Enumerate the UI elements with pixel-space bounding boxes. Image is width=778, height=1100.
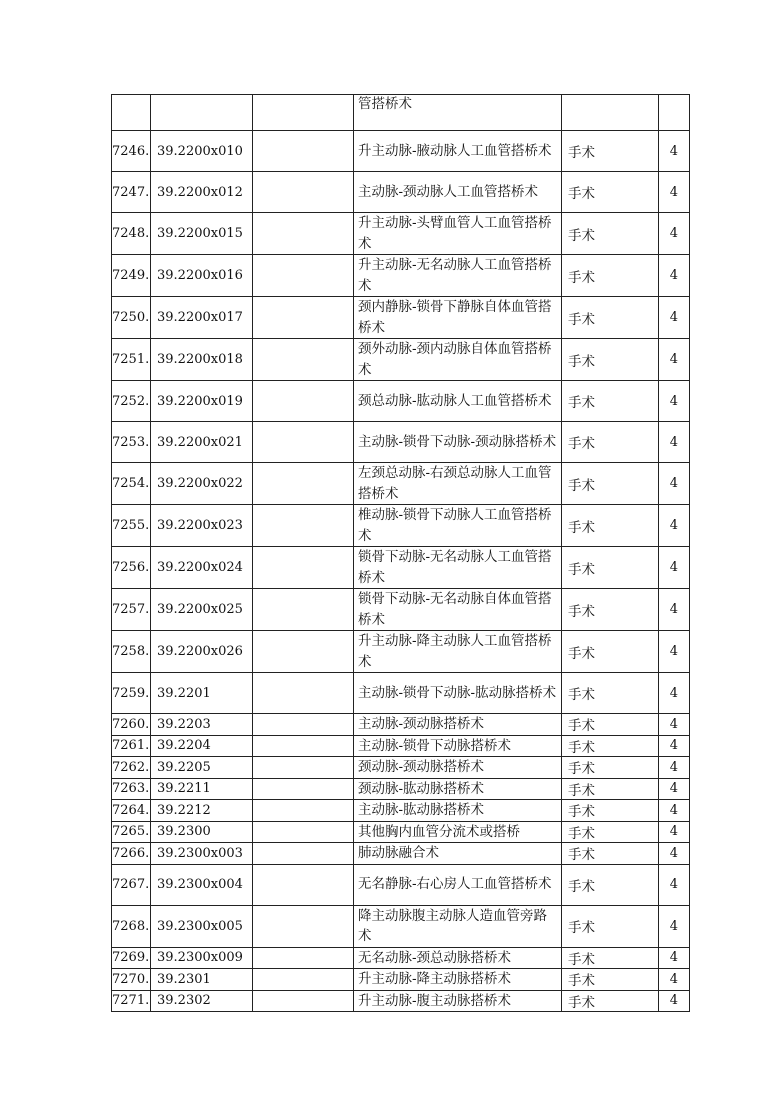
table-row [112, 213, 690, 255]
cell-code: 39.2200x010 [151, 131, 253, 172]
cell-type: 手术 [562, 131, 659, 172]
cell-code: 39.2203 [151, 714, 253, 736]
cell-extra [253, 255, 354, 297]
cell-name: 主动脉-锁骨下动脉-肱动脉搭桥术 [354, 673, 562, 714]
table-row [112, 905, 690, 947]
cell-type: 手术 [562, 757, 659, 779]
cell-code: 39.2200x018 [151, 339, 253, 381]
cell-extra [253, 714, 354, 736]
cell-code: 39.2200x025 [151, 589, 253, 631]
cell-extra [253, 547, 354, 589]
cell-index: 7249. [112, 255, 151, 297]
cell-type: 手术 [562, 631, 659, 673]
cell-grade: 4 [659, 172, 690, 213]
cell-grade: 4 [659, 505, 690, 547]
cell-index: 7257. [112, 589, 151, 631]
table-row [112, 339, 690, 381]
cell-name: 升主动脉-腋动脉人工血管搭桥术 [354, 131, 562, 172]
procedure-code-table [111, 94, 690, 1012]
cell-index: 7267. [112, 864, 151, 905]
cell-extra [253, 131, 354, 172]
cell-code: 39.2200x017 [151, 297, 253, 339]
cell-index [112, 95, 151, 131]
cell-extra [253, 947, 354, 969]
cell-grade: 4 [659, 422, 690, 463]
cell-index: 7265. [112, 821, 151, 843]
cell-index: 7252. [112, 381, 151, 422]
cell-grade: 4 [659, 589, 690, 631]
cell-code: 39.2200x021 [151, 422, 253, 463]
cell-extra [253, 297, 354, 339]
cell-extra [253, 213, 354, 255]
cell-grade: 4 [659, 213, 690, 255]
cell-name: 主动脉-颈动脉人工血管搭桥术 [354, 172, 562, 213]
cell-type: 手术 [562, 297, 659, 339]
cell-name: 降主动脉腹主动脉人造血管旁路术 [354, 905, 562, 947]
table-row [112, 757, 690, 779]
cell-code: 39.2200x016 [151, 255, 253, 297]
cell-index: 7247. [112, 172, 151, 213]
cell-grade: 4 [659, 990, 690, 1012]
cell-grade: 4 [659, 757, 690, 779]
cell-type: 手术 [562, 673, 659, 714]
cell-type: 手术 [562, 422, 659, 463]
cell-grade: 4 [659, 969, 690, 991]
cell-extra [253, 95, 354, 131]
cell-code: 39.2300x004 [151, 864, 253, 905]
cell-type: 手术 [562, 463, 659, 505]
cell-type: 手术 [562, 589, 659, 631]
cell-type: 手术 [562, 505, 659, 547]
cell-name: 颈外动脉-颈内动脉自体血管搭桥术 [354, 339, 562, 381]
cell-index: 7250. [112, 297, 151, 339]
cell-extra [253, 381, 354, 422]
cell-code: 39.2200x023 [151, 505, 253, 547]
cell-code [151, 95, 253, 131]
cell-name: 升主动脉-无名动脉人工血管搭桥术 [354, 255, 562, 297]
cell-extra [253, 843, 354, 865]
cell-type [562, 95, 659, 131]
cell-code: 39.2301 [151, 969, 253, 991]
continuation-row [112, 95, 690, 131]
cell-type: 手术 [562, 714, 659, 736]
cell-name: 升主动脉-降主动脉人工血管搭桥术 [354, 631, 562, 673]
table-row [112, 255, 690, 297]
cell-extra [253, 422, 354, 463]
table-body [112, 95, 690, 1012]
cell-type: 手术 [562, 843, 659, 865]
cell-index: 7271. [112, 990, 151, 1012]
cell-index: 7266. [112, 843, 151, 865]
cell-code: 39.2201 [151, 673, 253, 714]
cell-index: 7264. [112, 800, 151, 822]
table-row [112, 131, 690, 172]
cell-extra [253, 673, 354, 714]
cell-extra [253, 339, 354, 381]
table-row [112, 821, 690, 843]
cell-name: 主动脉-锁骨下动脉搭桥术 [354, 735, 562, 757]
cell-extra [253, 905, 354, 947]
cell-grade: 4 [659, 735, 690, 757]
cell-type: 手术 [562, 339, 659, 381]
cell-type: 手术 [562, 255, 659, 297]
cell-index: 7263. [112, 778, 151, 800]
cell-grade: 4 [659, 631, 690, 673]
cell-index: 7262. [112, 757, 151, 779]
cell-grade: 4 [659, 131, 690, 172]
cell-code: 39.2200x024 [151, 547, 253, 589]
cell-grade: 4 [659, 255, 690, 297]
table-row [112, 735, 690, 757]
cell-grade: 4 [659, 905, 690, 947]
cell-type: 手术 [562, 735, 659, 757]
cell-grade: 4 [659, 297, 690, 339]
cell-name: 主动脉-锁骨下动脉-颈动脉搭桥术 [354, 422, 562, 463]
cell-name: 无名静脉-右心房人工血管搭桥术 [354, 864, 562, 905]
cell-extra [253, 969, 354, 991]
cell-index: 7260. [112, 714, 151, 736]
cell-type: 手术 [562, 172, 659, 213]
cell-code: 39.2300x009 [151, 947, 253, 969]
table-row [112, 297, 690, 339]
cell-code: 39.2205 [151, 757, 253, 779]
cell-index: 7268. [112, 905, 151, 947]
table-row [112, 547, 690, 589]
cell-code: 39.2200x015 [151, 213, 253, 255]
cell-name: 肺动脉融合术 [354, 843, 562, 865]
cell-extra [253, 778, 354, 800]
cell-code: 39.2200x022 [151, 463, 253, 505]
cell-name: 管搭桥术 [354, 95, 562, 131]
cell-code: 39.2204 [151, 735, 253, 757]
cell-extra [253, 864, 354, 905]
cell-name: 颈内静脉-锁骨下静脉自体血管搭桥术 [354, 297, 562, 339]
cell-grade: 4 [659, 821, 690, 843]
cell-name: 其他胸内血管分流术或搭桥 [354, 821, 562, 843]
cell-index: 7246. [112, 131, 151, 172]
table-row [112, 381, 690, 422]
table-row [112, 631, 690, 673]
table-row [112, 714, 690, 736]
cell-name: 椎动脉-锁骨下动脉人工血管搭桥术 [354, 505, 562, 547]
table-row [112, 800, 690, 822]
cell-grade: 4 [659, 800, 690, 822]
cell-type: 手术 [562, 213, 659, 255]
cell-index: 7256. [112, 547, 151, 589]
cell-extra [253, 735, 354, 757]
table-row [112, 969, 690, 991]
cell-grade: 4 [659, 714, 690, 736]
cell-grade: 4 [659, 547, 690, 589]
cell-code: 39.2302 [151, 990, 253, 1012]
cell-grade: 4 [659, 864, 690, 905]
table-row [112, 778, 690, 800]
cell-grade: 4 [659, 381, 690, 422]
table-row [112, 843, 690, 865]
cell-name: 锁骨下动脉-无名动脉自体血管搭桥术 [354, 589, 562, 631]
cell-grade: 4 [659, 339, 690, 381]
cell-index: 7269. [112, 947, 151, 969]
cell-grade: 4 [659, 778, 690, 800]
cell-name: 无名动脉-颈总动脉搭桥术 [354, 947, 562, 969]
cell-name: 颈动脉-颈动脉搭桥术 [354, 757, 562, 779]
cell-name: 锁骨下动脉-无名动脉人工血管搭桥术 [354, 547, 562, 589]
table-row [112, 422, 690, 463]
cell-name: 颈总动脉-肱动脉人工血管搭桥术 [354, 381, 562, 422]
cell-extra [253, 800, 354, 822]
cell-type: 手术 [562, 800, 659, 822]
cell-type: 手术 [562, 778, 659, 800]
cell-type: 手术 [562, 990, 659, 1012]
cell-name: 左颈总动脉-右颈总动脉人工血管搭桥术 [354, 463, 562, 505]
cell-extra [253, 821, 354, 843]
cell-type: 手术 [562, 821, 659, 843]
cell-name: 升主动脉-头臂血管人工血管搭桥术 [354, 213, 562, 255]
cell-code: 39.2200x026 [151, 631, 253, 673]
cell-name: 升主动脉-降主动脉搭桥术 [354, 969, 562, 991]
table-row [112, 505, 690, 547]
cell-index: 7251. [112, 339, 151, 381]
cell-index: 7261. [112, 735, 151, 757]
cell-code: 39.2300x003 [151, 843, 253, 865]
cell-type: 手术 [562, 969, 659, 991]
cell-name: 升主动脉-腹主动脉搭桥术 [354, 990, 562, 1012]
cell-name: 颈动脉-肱动脉搭桥术 [354, 778, 562, 800]
cell-code: 39.2200x019 [151, 381, 253, 422]
cell-grade [659, 95, 690, 131]
cell-type: 手术 [562, 905, 659, 947]
cell-code: 39.2212 [151, 800, 253, 822]
table-row [112, 864, 690, 905]
cell-code: 39.2300x005 [151, 905, 253, 947]
cell-index: 7270. [112, 969, 151, 991]
cell-code: 39.2211 [151, 778, 253, 800]
cell-name: 主动脉-肱动脉搭桥术 [354, 800, 562, 822]
cell-extra [253, 463, 354, 505]
cell-type: 手术 [562, 947, 659, 969]
cell-extra [253, 631, 354, 673]
table-row [112, 172, 690, 213]
cell-index: 7248. [112, 213, 151, 255]
cell-extra [253, 990, 354, 1012]
table-row [112, 463, 690, 505]
cell-type: 手术 [562, 547, 659, 589]
cell-grade: 4 [659, 947, 690, 969]
table-row [112, 947, 690, 969]
cell-code: 39.2200x012 [151, 172, 253, 213]
cell-extra [253, 589, 354, 631]
cell-type: 手术 [562, 381, 659, 422]
cell-grade: 4 [659, 843, 690, 865]
cell-index: 7258. [112, 631, 151, 673]
table-row [112, 673, 690, 714]
cell-name: 主动脉-颈动脉搭桥术 [354, 714, 562, 736]
cell-type: 手术 [562, 864, 659, 905]
cell-extra [253, 757, 354, 779]
table-row [112, 990, 690, 1012]
cell-grade: 4 [659, 673, 690, 714]
table-row [112, 589, 690, 631]
cell-extra [253, 505, 354, 547]
cell-index: 7254. [112, 463, 151, 505]
cell-index: 7255. [112, 505, 151, 547]
cell-code: 39.2300 [151, 821, 253, 843]
cell-grade: 4 [659, 463, 690, 505]
cell-extra [253, 172, 354, 213]
cell-index: 7259. [112, 673, 151, 714]
cell-index: 7253. [112, 422, 151, 463]
